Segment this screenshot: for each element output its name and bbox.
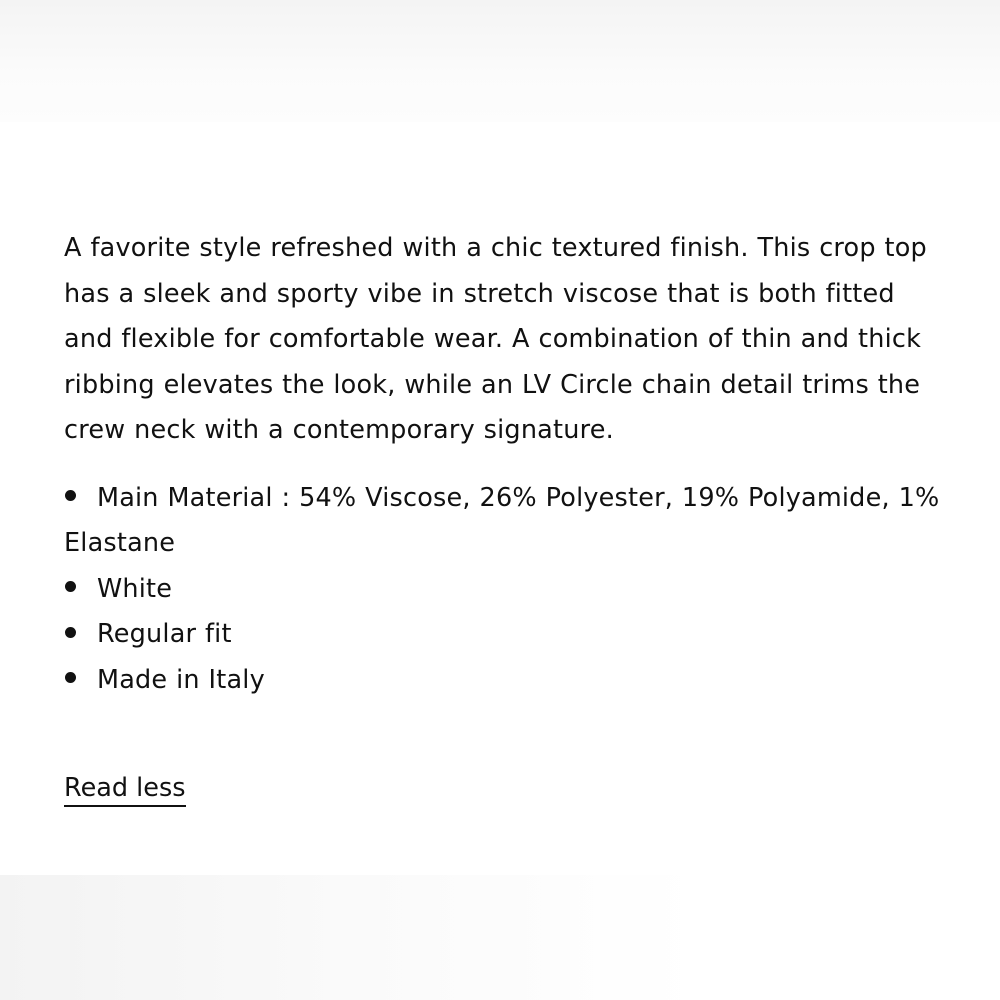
read-less-link[interactable]: Read less <box>64 771 186 807</box>
bullet-icon <box>65 581 76 592</box>
bottom-shade-band <box>0 875 1000 1000</box>
top-shade-band <box>0 0 1000 122</box>
bullet-icon <box>65 490 76 501</box>
product-details-list <box>64 476 944 704</box>
bullet-icon <box>65 672 76 683</box>
detail-text: Regular fit <box>97 619 232 649</box>
detail-item-fit <box>64 612 944 658</box>
bullet-icon <box>65 627 76 638</box>
detail-text: Main Material : 54% Viscose, 26% Polyester, 19% Polyamide, 1% Elastane <box>64 482 940 558</box>
detail-item-material <box>64 476 944 567</box>
detail-text: Made in Italy <box>97 664 265 695</box>
product-description-text: A favorite style refreshed with a chic textured finish. This crop top has a sleek and sporty vibe in stretch viscose that is both fitted and flexible for comfortable wear. A combination of thin and thick ribbing elevates the look, while an LV Circle chain detail trims the crew neck with a contemporary signature. <box>64 233 927 445</box>
detail-item-origin <box>64 658 944 704</box>
detail-item-color <box>64 567 944 613</box>
detail-text: White <box>97 573 173 604</box>
product-description-panel <box>64 226 944 807</box>
